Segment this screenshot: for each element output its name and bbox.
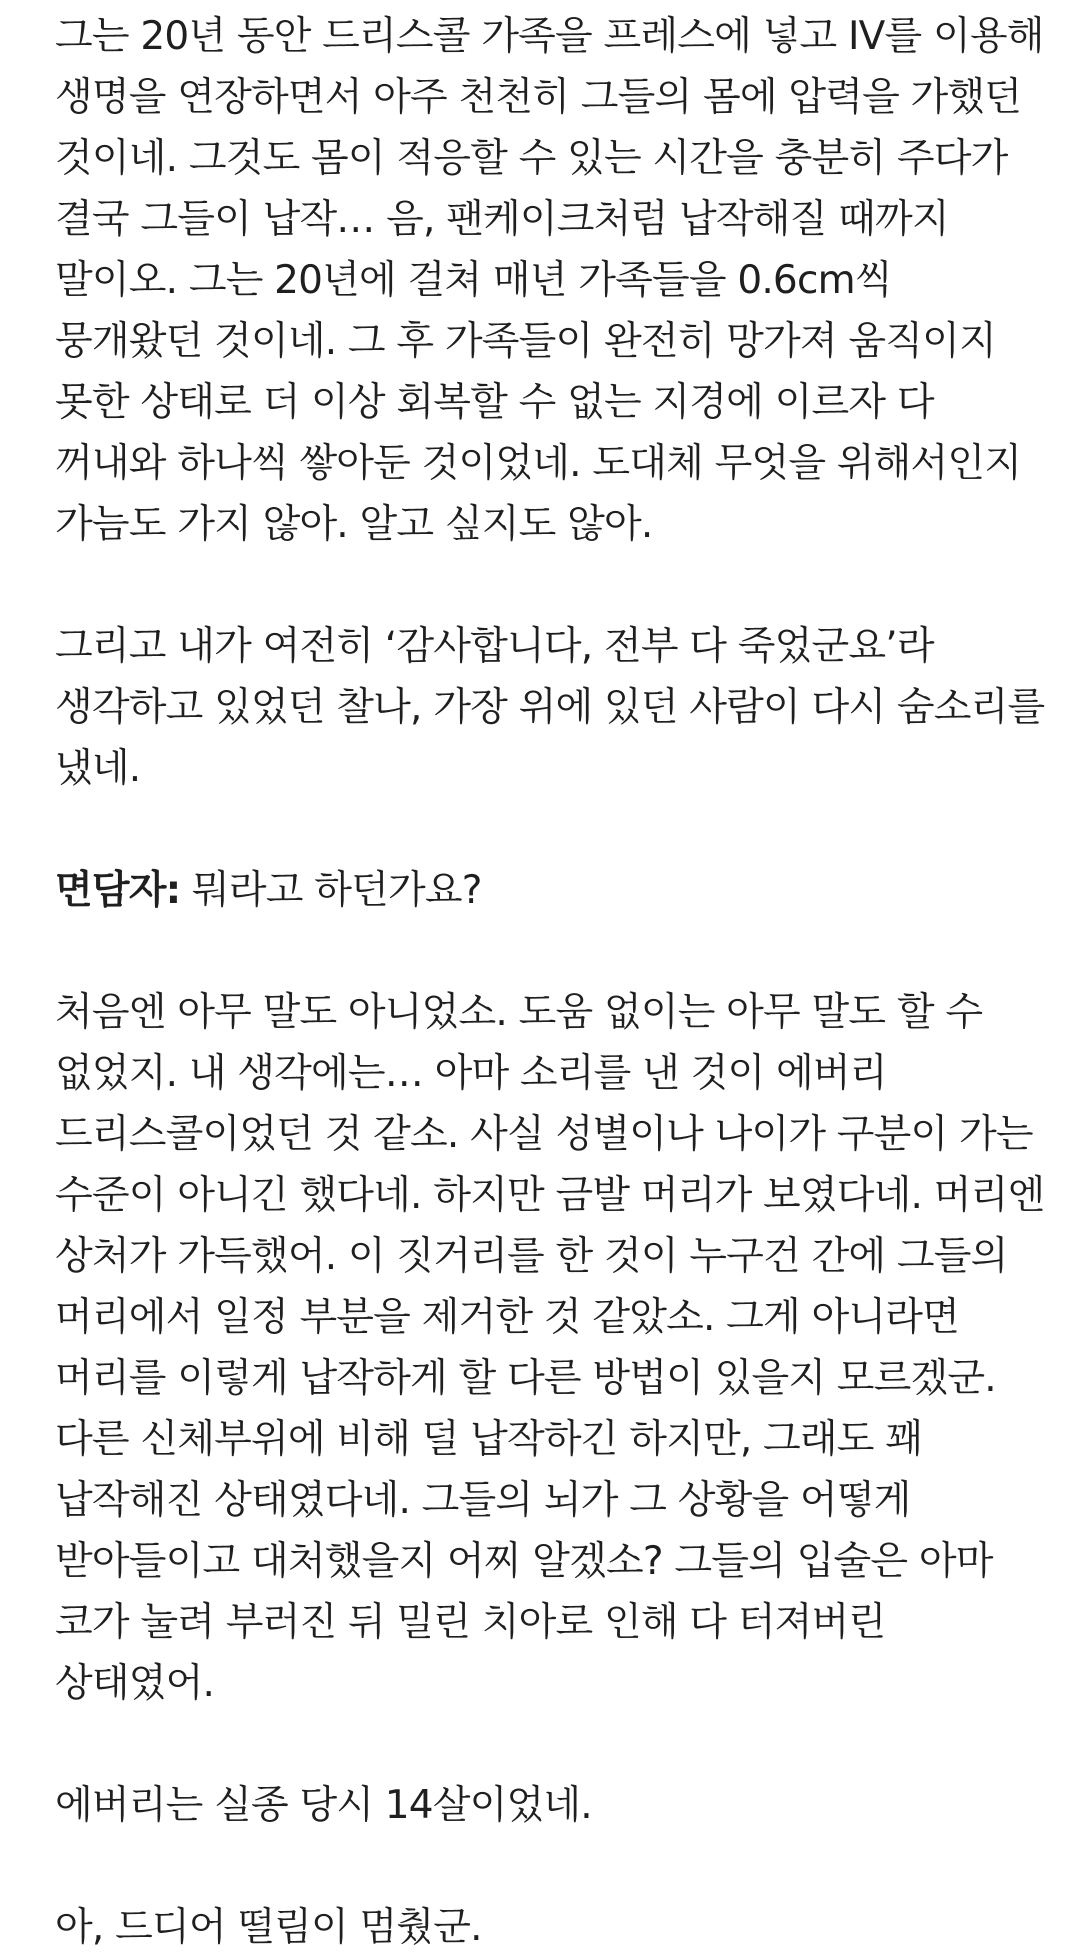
- interviewer-question: [55, 860, 1050, 921]
- paragraph-avery: 처음엔 아무 말도 아니었소. 도움 없이는 아무 말도 할 수 없었지. 내 생각에는… 아마 소리를 낸 것이 에버리 드리스콜이었던 것 같소. 사실 성별이나 나이가 구분이 가는 수준이 아니긴 했다네. 하지만 금발 머리가 보였다네. 머리엔 상처가 가득했어. 이 짓거리를 한 것이 누구건 간에 그들의 머리에서 일정 부분을 제거한 것 같았소. 그게 아니라면 머리를 이렇게 납작하게 할 다른 방법이 있을지 모르겠군. 다른 신체부위에 비해 덜 납작하긴 하지만, 그래도 꽤 납작해진 상태였다네. 그들의 뇌가 그 상황을 어떻게 받아들이고 대처했을지 어찌 알겠소? 그들의 입술은 아마 코가 눌려 부러진 뒤 밀린 치아로 인해 다 터져버린 상태였어.: [55, 990, 1045, 1706]
- paragraph-tremor: 아, 드디어 떨림이 멈췄군.: [55, 1905, 482, 1950]
- paragraph-breathing: 그리고 내가 여전히 ‘감사합니다, 전부 다 죽었군요’라 생각하고 있었던 찰나, 가장 위에 있던 사람이 다시 숨소리를 냈네.: [55, 624, 1045, 791]
- speaker-label: 면담자:: [55, 868, 181, 913]
- paragraph-press-account: 그는 20년 동안 드리스콜 가족을 프레스에 넣고 IV를 이용해 생명을 연장하면서 아주 천천히 그들의 몸에 압력을 가했던 것이네. 그것도 몸이 적응할 수 있는 시간을 충분히 주다가 결국 그들이 납작… 음, 팬케이크처럼 납작해질 때까지 말이오. 그는 20년에 걸쳐 매년 가족들을 0.6cm씩 뭉개왔던 것이네. 그 후 가족들이 완전히 망가져 움직이지 못한 상태로 더 이상 회복할 수 없는 지경에 이르자 다 꺼내와 하나씩 쌓아둔 것이었네. 도대체 무엇을 위해서인지 가늠도 가지 않아. 알고 싶지도 않아.: [55, 14, 1044, 547]
- question-text: 뭐라고 하던가요?: [180, 868, 482, 913]
- article-body: [55, 6, 1050, 1958]
- paragraph-age: 에버리는 실종 당시 14살이었네.: [55, 1783, 592, 1828]
